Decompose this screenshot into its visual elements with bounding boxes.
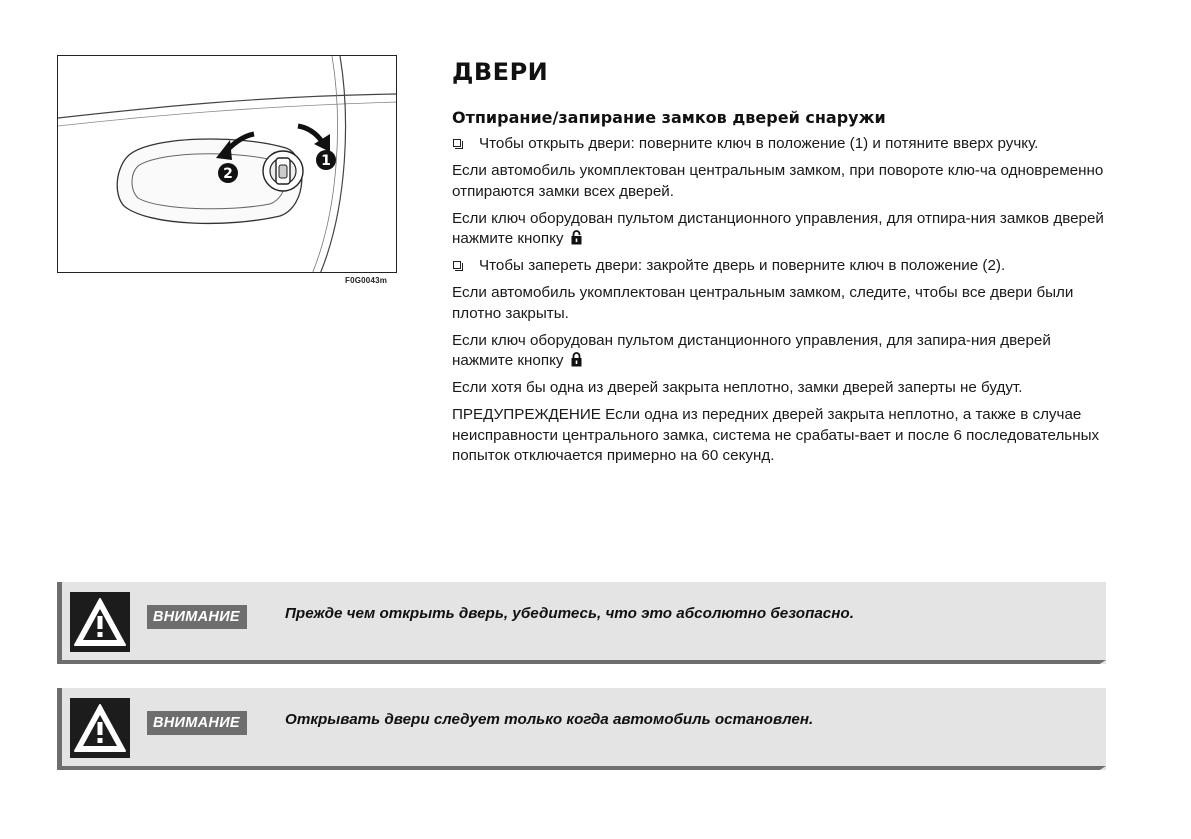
list-item — [452, 134, 1112, 155]
bullet-square-icon — [453, 139, 461, 147]
bullet-square-icon — [453, 261, 461, 269]
warning-text: Открывать двери следует только когда автомобиль остановлен. — [285, 711, 814, 728]
paragraph — [452, 331, 1112, 372]
paragraph-text: Чтобы запереть двери: закройте дверь и поверните ключ в положение (2). — [479, 257, 1006, 274]
callout-2: 2 — [223, 166, 233, 182]
paragraph — [452, 209, 1112, 250]
doors-section — [452, 58, 1112, 473]
warning-box — [57, 688, 1106, 770]
paragraph: ПРЕДУПРЕЖДЕНИЕ Если одна из передних дверей закрыта неплотно, а также в случае неисправности центрального замка, система не срабаты-вает и после 6 последовательных попыток отключается примерно на 60 секунд. — [452, 406, 1100, 464]
paragraph-text: Чтобы открыть двери: поверните ключ в положение (1) и потяните вверх ручку. — [479, 135, 1039, 152]
callout-1: 1 — [321, 153, 331, 169]
paragraph-text: Если ключ оборудован пультом дистанционного управления, для отпира-ния замков дверей нажмите кнопку — [452, 209, 1104, 247]
warning-text: Прежде чем открыть дверь, убедитесь, что это абсолютно безопасно. — [285, 605, 854, 622]
paragraph-text: Если ключ оборудован пультом дистанционного управления, для запира-ния дверей нажмите кнопку — [452, 331, 1051, 369]
figure-code: F0G0043m — [345, 276, 388, 285]
warning-badge: ВНИМАНИЕ — [147, 711, 247, 735]
warning-box — [57, 582, 1106, 664]
unlock-icon — [571, 230, 582, 245]
paragraph: Если автомобиль укомплектован центральным замком, при повороте клю-ча одновременно отпираются замки всех дверей. — [452, 162, 1104, 200]
warning-triangle-icon — [70, 698, 130, 758]
lock-icon — [571, 352, 582, 367]
paragraph: Если хотя бы одна из дверей закрыта неплотно, замки дверей заперты не будут. — [452, 379, 1023, 396]
door-handle-illustration — [57, 55, 397, 273]
warning-badge: ВНИМАНИЕ — [147, 605, 247, 629]
section-subtitle: Отпирание/запирание замков дверей снаружи — [452, 108, 886, 127]
list-item — [452, 256, 1112, 277]
warning-triangle-icon — [70, 592, 130, 652]
page-title: ДВЕРИ — [452, 58, 549, 86]
paragraph: Если автомобиль укомплектован центральным замком, следите, чтобы все двери были плотно закрыты. — [452, 284, 1074, 322]
